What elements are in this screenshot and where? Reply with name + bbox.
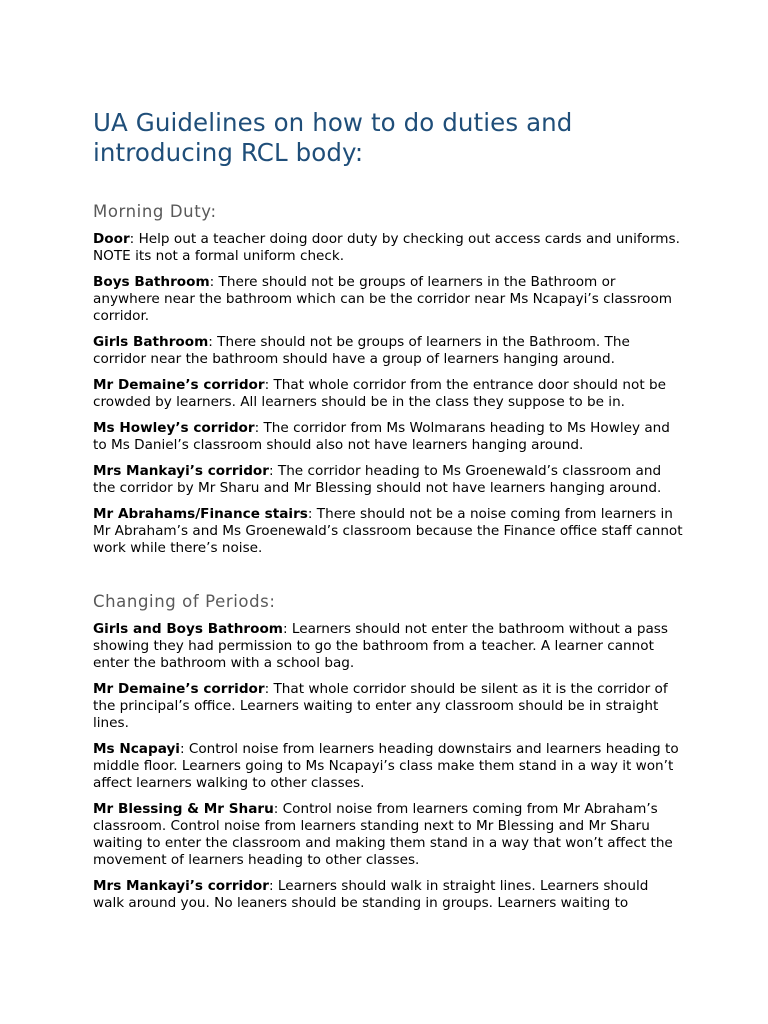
term: Mr Demaine’s corridor	[93, 377, 265, 393]
description: : That whole corridor from the entrance door should not be crowded by learners. All learners should be in the class they suppose to be in.	[93, 377, 666, 410]
term: Mr Abrahams/Finance stairs	[93, 506, 308, 522]
description: : Help out a teacher doing door duty by checking out access cards and uniforms. NOTE its not a formal uniform check.	[93, 231, 680, 264]
document-page	[93, 108, 683, 921]
description: : Learners should walk in straight lines. Learners should walk around you. No leaners should be standing in groups. Learners waiting to	[93, 878, 649, 911]
term: Ms Ncapayi	[93, 741, 180, 757]
paragraph-mrs-mankayi-corridor	[93, 463, 683, 497]
description: : There should not be groups of learners in the Bathroom or anywhere near the bathroom which can be the corridor near Ms Ncapayi’s classroom corridor.	[93, 274, 673, 324]
paragraph-mr-blessing-mr-sharu	[93, 801, 683, 869]
paragraph-girls-bathroom	[93, 334, 683, 368]
term: Girls and Boys Bathroom	[93, 621, 283, 637]
description: : Control noise from learners heading downstairs and learners heading to middle floor. Learners going to Ms Ncapayi’s class make them stand in a way it won’t affect learners walking to other classes.	[93, 741, 679, 791]
term: Mrs Mankayi’s corridor	[93, 878, 269, 894]
section-heading-morning-duty: Morning Duty:	[93, 202, 217, 221]
paragraph-ms-howley-corridor	[93, 420, 683, 454]
description: : The corridor heading to Ms Groenewald’s classroom and the corridor by Mr Sharu and Mr Blessing should not have learners hanging around.	[93, 463, 662, 496]
document-title: UA Guidelines on how to do duties and introducing RCL body:	[93, 108, 573, 167]
term: Girls Bathroom	[93, 334, 209, 350]
description: : There should not be groups of learners in the Bathroom. The corridor near the bathroom should have a group of learners hanging around.	[93, 334, 630, 367]
paragraph-mr-demaine-corridor	[93, 377, 683, 411]
description: : That whole corridor should be silent as it is the corridor of the principal’s office. Learners waiting to enter any classroom should be in straight lines.	[93, 681, 668, 731]
paragraph-finance-stairs	[93, 506, 683, 557]
paragraph-girls-and-boys-bathroom	[93, 621, 683, 672]
paragraph-mr-demaine-corridor-periods	[93, 681, 683, 732]
description: : Learners should not enter the bathroom without a pass showing they had permission to go the bathroom from a teacher. A learner cannot enter the bathroom with a school bag.	[93, 621, 668, 671]
paragraph-boys-bathroom	[93, 274, 683, 325]
term: Door	[93, 231, 130, 247]
term: Mr Demaine’s corridor	[93, 681, 265, 697]
term: Mrs Mankayi’s corridor	[93, 463, 269, 479]
term: Ms Howley’s corridor	[93, 420, 255, 436]
term: Boys Bathroom	[93, 274, 210, 290]
section-heading-changing-of-periods: Changing of Periods:	[93, 592, 276, 611]
paragraph-ms-ncapayi	[93, 741, 683, 792]
description: : There should not be a noise coming from learners in Mr Abraham’s and Ms Groenewald’s classroom because the Finance office staff cannot work while there’s noise.	[93, 506, 683, 556]
description: : Control noise from learners coming from Mr Abraham’s classroom. Control noise from learners standing next to Mr Blessing and Mr Sharu waiting to enter the classroom and making them stand in a way that won’t affect the movement of learners heading to other classes.	[93, 801, 673, 868]
description: : The corridor from Ms Wolmarans heading to Ms Howley and to Ms Daniel’s classroom should also not have learners hanging around.	[93, 420, 670, 453]
paragraph-mrs-mankayi-corridor-periods	[93, 878, 683, 912]
paragraph-door	[93, 231, 683, 265]
term: Mr Blessing & Mr Sharu	[93, 801, 274, 817]
